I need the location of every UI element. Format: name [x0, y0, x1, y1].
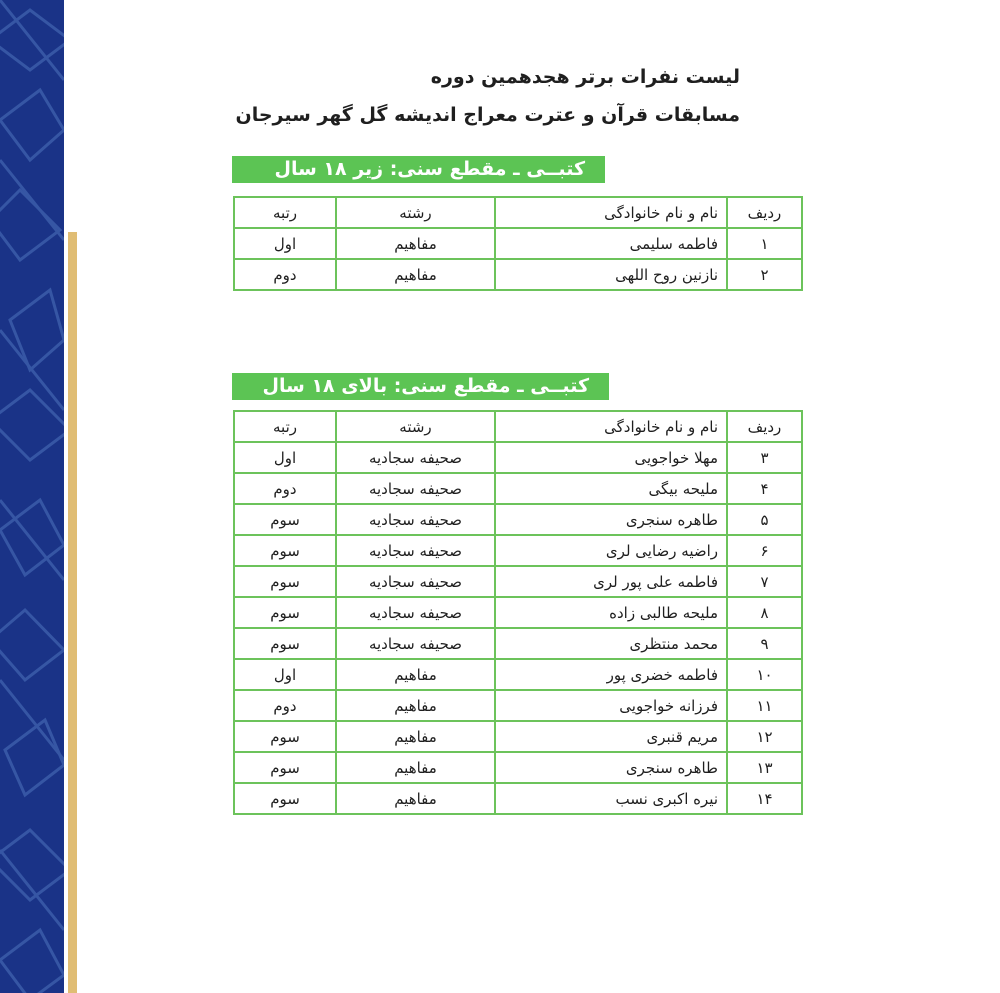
row-field: مفاهیم [336, 721, 495, 752]
row-no: ۴ [727, 473, 802, 504]
geometric-pattern-icon [0, 0, 64, 993]
row-name: طاهره سنجری [495, 504, 727, 535]
page-title-line-1: لیست نفرات برتر هجدهمین دوره [430, 66, 740, 88]
row-field: مفاهیم [336, 259, 495, 290]
table-row [234, 628, 802, 659]
table-row [234, 659, 802, 690]
row-no: ۱۰ [727, 659, 802, 690]
table-row [234, 597, 802, 628]
header-name: نام و نام خانوادگی [495, 411, 727, 442]
header-no: ردیف [727, 411, 802, 442]
row-no: ۱۲ [727, 721, 802, 752]
row-field: صحیفه سجادیه [336, 442, 495, 473]
row-no: ۸ [727, 597, 802, 628]
header-rank: رتبه [234, 197, 336, 228]
row-rank: اول [234, 659, 336, 690]
results-table-under-18 [233, 196, 803, 291]
row-no: ۲ [727, 259, 802, 290]
row-rank: دوم [234, 473, 336, 504]
row-name: ملیحه طالبی زاده [495, 597, 727, 628]
row-rank: دوم [234, 259, 336, 290]
row-name: فاطمه خضری پور [495, 659, 727, 690]
table-row [234, 783, 802, 814]
table-row [234, 228, 802, 259]
table-header-row [234, 197, 802, 228]
row-field: مفاهیم [336, 752, 495, 783]
row-no: ۱ [727, 228, 802, 259]
row-no: ۶ [727, 535, 802, 566]
row-field: صحیفه سجادیه [336, 473, 495, 504]
decorative-side-band [0, 0, 64, 993]
table-row [234, 566, 802, 597]
row-rank: سوم [234, 721, 336, 752]
row-name: نازنین روح اللهی [495, 259, 727, 290]
results-table-over-18 [233, 410, 803, 815]
row-field: صحیفه سجادیه [336, 535, 495, 566]
row-name: فرزانه خواجویی [495, 690, 727, 721]
row-no: ۱۱ [727, 690, 802, 721]
row-no: ۷ [727, 566, 802, 597]
row-field: صحیفه سجادیه [336, 628, 495, 659]
row-name: راضیه رضایی لری [495, 535, 727, 566]
table-row [234, 752, 802, 783]
row-field: مفاهیم [336, 228, 495, 259]
row-rank: سوم [234, 597, 336, 628]
row-no: ۱۴ [727, 783, 802, 814]
row-name: فاطمه سلیمی [495, 228, 727, 259]
row-field: مفاهیم [336, 659, 495, 690]
table-row [234, 259, 802, 290]
row-field: صحیفه سجادیه [336, 504, 495, 535]
row-field: صحیفه سجادیه [336, 597, 495, 628]
row-field: مفاهیم [336, 783, 495, 814]
header-no: ردیف [727, 197, 802, 228]
row-rank: سوم [234, 504, 336, 535]
row-name: طاهره سنجری [495, 752, 727, 783]
table-row [234, 690, 802, 721]
row-rank: سوم [234, 752, 336, 783]
row-no: ۳ [727, 442, 802, 473]
row-name: مهلا خواجویی [495, 442, 727, 473]
header-name: نام و نام خانوادگی [495, 197, 727, 228]
row-rank: سوم [234, 783, 336, 814]
row-field: مفاهیم [336, 690, 495, 721]
row-name: فاطمه علی پور لری [495, 566, 727, 597]
row-name: نیره اکبری نسب [495, 783, 727, 814]
page-title-line-2: مسابقات قرآن و عترت معراج اندیشه گل گهر سیرجان [235, 104, 740, 126]
row-no: ۹ [727, 628, 802, 659]
row-rank: سوم [234, 566, 336, 597]
row-no: ۵ [727, 504, 802, 535]
row-rank: اول [234, 442, 336, 473]
table-row [234, 473, 802, 504]
row-rank: اول [234, 228, 336, 259]
table-row [234, 721, 802, 752]
table-row [234, 442, 802, 473]
row-name: محمد منتظری [495, 628, 727, 659]
table-row [234, 504, 802, 535]
table-header-row [234, 411, 802, 442]
row-rank: سوم [234, 628, 336, 659]
section-heading-under-18: کتبــی ـ مقطع سنی: زیر ۱۸ سال [232, 156, 605, 183]
header-rank: رتبه [234, 411, 336, 442]
gold-divider-line [68, 232, 77, 993]
header-field: رشته [336, 411, 495, 442]
row-no: ۱۳ [727, 752, 802, 783]
row-name: ملیحه بیگی [495, 473, 727, 504]
row-field: صحیفه سجادیه [336, 566, 495, 597]
row-rank: دوم [234, 690, 336, 721]
row-rank: سوم [234, 535, 336, 566]
section-heading-over-18: کتبــی ـ مقطع سنی: بالای ۱۸ سال [232, 373, 609, 400]
header-field: رشته [336, 197, 495, 228]
row-name: مریم قنبری [495, 721, 727, 752]
table-row [234, 535, 802, 566]
